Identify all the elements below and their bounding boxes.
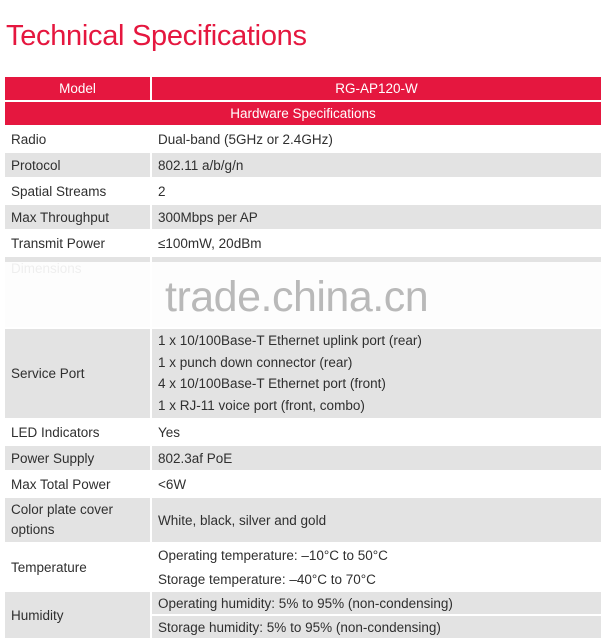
spec-value: 2 — [151, 178, 601, 204]
spec-label: Protocol — [5, 152, 151, 178]
model-label: Model — [5, 77, 151, 101]
spec-value: 300Mbps per AP — [151, 204, 601, 230]
spec-value-line: 1 x RJ-11 voice port (front, combo) — [158, 397, 365, 413]
spec-value: Operating humidity: 5% to 95% (non-condensing) — [151, 591, 601, 615]
spec-label: Transmit Power — [5, 230, 151, 256]
spec-value: Operating temperature: –10°C to 50°C — [151, 543, 601, 567]
table-row — [5, 471, 601, 497]
table-row — [5, 178, 601, 204]
spec-label: Service Port — [5, 328, 151, 419]
spec-value-line: 1 x 10/100Base-T Ethernet uplink port (rear) — [158, 333, 422, 348]
spec-label: Spatial Streams — [5, 178, 151, 204]
spec-value: Storage temperature: –40°C to 70°C — [151, 567, 601, 591]
spec-label: Temperature — [5, 543, 151, 591]
spec-label: Max Total Power — [5, 471, 151, 497]
spec-value: Storage humidity: 5% to 95% (non-condensing) — [151, 615, 601, 639]
spec-value: <6W — [151, 471, 601, 497]
page-title: Technical Specifications — [6, 20, 307, 52]
table-row — [5, 543, 601, 567]
table-row — [5, 126, 601, 152]
spec-value-line: 1 x punch down connector (rear) — [158, 354, 353, 370]
watermark-text: trade.china.cn — [165, 273, 429, 321]
table-row — [5, 152, 601, 178]
spec-value-list — [151, 328, 601, 419]
spec-value-line: 4 x 10/100Base-T Ethernet port (front) — [158, 376, 386, 391]
table-row — [5, 445, 601, 471]
table-row — [5, 419, 601, 445]
spec-value: 802.11 a/b/g/n — [151, 152, 601, 178]
table-row — [5, 204, 601, 230]
spec-label: Radio — [5, 126, 151, 152]
spec-value: Yes — [151, 419, 601, 445]
spec-label: Power Supply — [5, 445, 151, 471]
spec-value: Dual-band (5GHz or 2.4GHz) — [151, 126, 601, 152]
spec-label: Humidity — [5, 591, 151, 639]
table-row — [5, 230, 601, 256]
section-header-row — [5, 101, 601, 126]
spec-label: Max Throughput — [5, 204, 151, 230]
table-row — [5, 497, 601, 543]
spec-label: Color plate cover options — [5, 497, 151, 543]
spec-table — [5, 77, 601, 640]
spec-label: LED Indicators — [5, 419, 151, 445]
spec-value: 802.3af PoE — [151, 445, 601, 471]
spec-value: ≤100mW, 20dBm — [151, 230, 601, 256]
table-header-row — [5, 77, 601, 101]
table-row — [5, 328, 601, 419]
spec-value: White, black, silver and gold — [151, 497, 601, 543]
model-value: RG-AP120-W — [151, 77, 601, 101]
section-title: Hardware Specifications — [5, 101, 601, 126]
table-row — [5, 591, 601, 615]
